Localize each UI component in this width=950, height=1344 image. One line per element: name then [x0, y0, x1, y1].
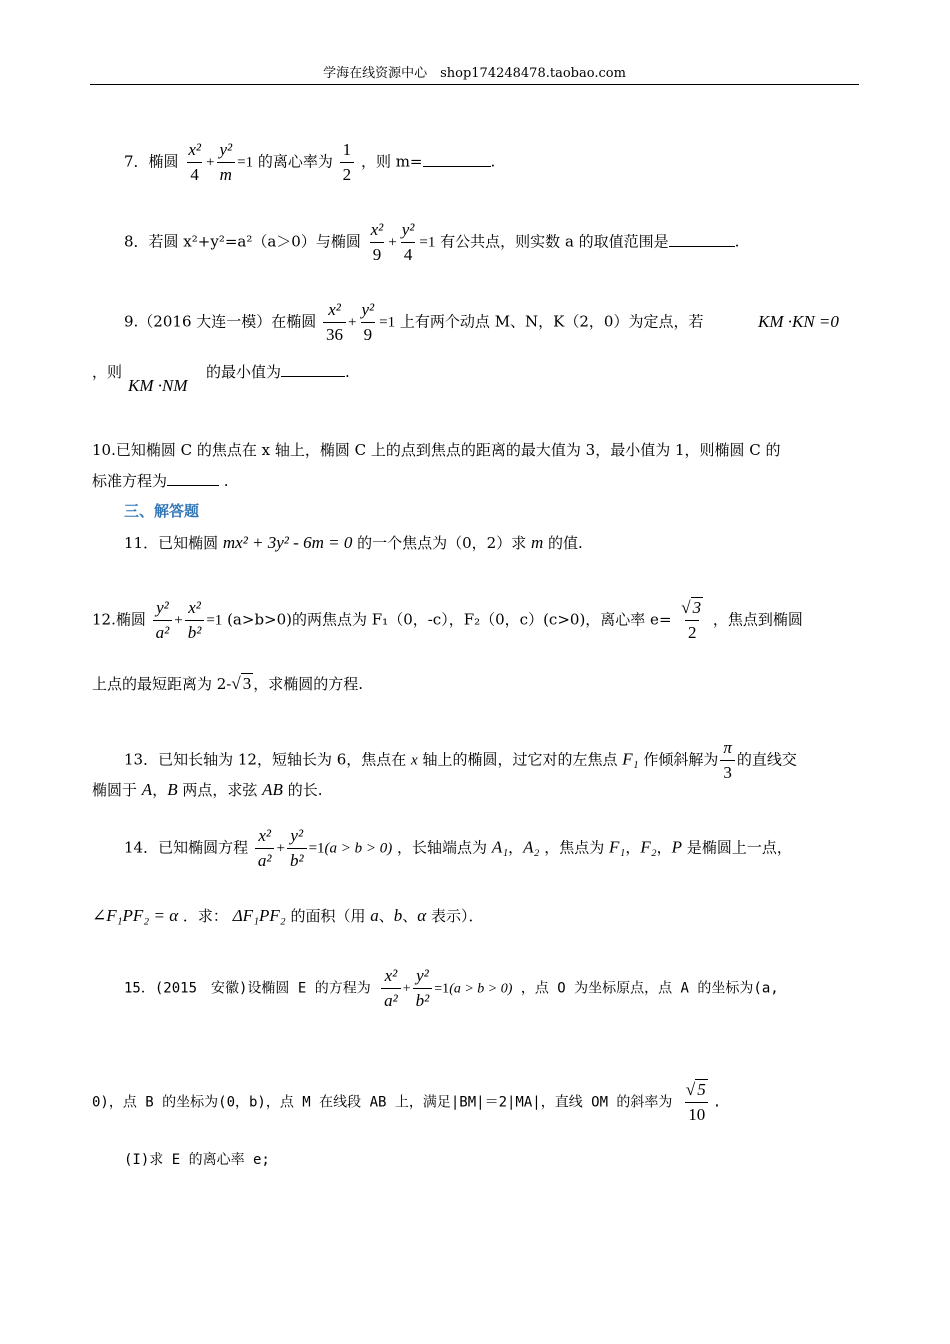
question-15-line1: 15．(2015 安徽)设椭圆 E 的方程为 $\frac{\text{x²}}{\text{a²}}$ + $\frac{\text{y²}}{\text{b²}}$ =1(a > b > 0) ，点 O 为坐标原点，点 A 的坐标为(a, — [124, 966, 779, 1010]
q14-frac-y2-b2: $\frac{\text{y²}}{\text{b²}}$ — [287, 826, 307, 871]
question-13-line1: 13．已知长轴为 12，短轴长为 6，焦点在 x 轴上的椭圆，过它对的左焦点 F₁ 作倾斜解为 $\frac{\pi}{3}$ 的直线交 — [124, 738, 797, 782]
question-14-line1: 14．已知椭圆方程 $\frac{\text{x²}}{\text{a²}}$ + $\frac{\text{y²}}{\text{b²}}$ =1(a > b > 0) ，长轴端点为 A₁，A₂ ，焦点为 F₁，F₂，P 是椭圆上一点， — [124, 826, 792, 870]
section-title-answers: 三、解答题 — [124, 502, 200, 520]
q12-sqrt3: √ 3 — [231, 674, 252, 693]
q9-answer-blank[interactable] — [281, 362, 345, 377]
question-9-cont2: 的最小值为 . — [206, 363, 350, 381]
q15-frac-sqrt5-10: $\frac{√ 5}{10}$ — [683, 1080, 711, 1125]
q8-frac-x2-9: $\frac{\text{x²}}{9}$ — [370, 220, 384, 264]
q7-answer-blank[interactable] — [423, 152, 491, 167]
q7-frac-x2-4: $\frac{\text{x²}}{4}$ — [188, 140, 201, 184]
q15-frac-y2-b2: $\frac{\text{y²}}{\text{b²}}$ — [413, 966, 433, 1011]
q12-frac-y2-a2: $\frac{\text{y²}}{\text{a²}}$ — [153, 598, 173, 643]
question-8: 8．若圆 x²+y²=a²（a＞0）与椭圆 $\frac{\text{x²}}{9}$ + $\frac{\text{y²}}{4}$ =1 有公共点，则实数 a 的取值范围是 . — [124, 220, 740, 264]
q7-frac-half: $\frac{1}{2}$ — [340, 140, 355, 185]
question-10-line2: 标准方程为 . — [92, 472, 229, 490]
question-12-line1: 12.椭圆 $\frac{\text{y²}}{\text{a²}}$ + $\frac{\text{x²}}{\text{b²}}$ =1 (a>b>0)的两焦点为 F₁（0，-c），F₂（0，c）(c>0)，离心率 e= $\frac{√ 3}{2}$ ，焦点到椭圆 — [92, 598, 803, 642]
q8-frac-y2-4: $\frac{\text{y²}}{4}$ — [401, 220, 415, 264]
q11-equation: mx² + 3y² - 6m = 0 — [222, 533, 353, 552]
q8-answer-blank[interactable] — [669, 232, 735, 247]
q9-frac-x2-36: $\frac{\text{x²}}{36}$ — [323, 300, 346, 345]
q14-angle: ∠F₁PF₂ = α — [92, 906, 179, 925]
q15-frac-x2-a2: $\frac{\text{x²}}{\text{a²}}$ — [381, 966, 401, 1011]
question-9: 9.（2016 大连一模）在椭圆 $\frac{\text{x²}}{36}$ + $\frac{\text{y²}}{9}$ =1 上有两个动点 M、N，K（2，0）为定点，若 — [124, 300, 704, 344]
q7-label: 7．椭圆 — [124, 152, 179, 171]
question-9-cont: ，则 — [92, 363, 123, 381]
q9-vector-condition: KM ·KN =0 — [758, 312, 839, 331]
question-10-line1: 10.已知椭圆 C 的焦点在 x 轴上，椭圆 C 上的点到焦点的距离的最大值为 3，最小值为 1，则椭圆 C 的 — [92, 441, 781, 459]
q9-vector-expr: KM ·NM — [128, 376, 188, 395]
q14-triangle: ΔF₁PF₂ — [232, 906, 286, 925]
page-header: 学海在线资源中心 shop174248478.taobao.com — [90, 64, 859, 85]
question-15-line2: 0)，点 B 的坐标为(0，b)，点 M 在线段 AB 上，满足|BM|＝2|MA|，直线 OM 的斜率为 $\frac{√ 5}{10}$ . — [92, 1080, 722, 1124]
q13-frac-pi-3: $\frac{\pi}{3}$ — [720, 738, 735, 783]
q7-frac-y2-m: $\frac{\text{y²}}{m}$ — [216, 140, 235, 185]
question-7: 7．椭圆 $\frac{\text{x²}}{4}$ + $\frac{\text{y²}}{m}$ =1 的离心率为 $\frac{1}{2}$ ，则 m= . — [124, 140, 496, 184]
q12-frac-x2-b2: $\frac{\text{x²}}{\text{b²}}$ — [185, 598, 205, 643]
question-11: 11．已知椭圆 mx² + 3y² - 6m = 0 的一个焦点为（0，2）求 m 的值. — [124, 533, 583, 552]
q12-frac-sqrt3-2: $\frac{√ 3}{2}$ — [681, 598, 702, 642]
question-13-line2: 椭圆于 A，B 两点，求弦 AB 的长. — [92, 780, 323, 799]
q10-answer-blank[interactable] — [167, 471, 219, 486]
question-12-line2: 上点的最短距离为 2-√ 3 ，求椭圆的方程. — [92, 674, 364, 693]
q14-frac-x2-a2: $\frac{\text{x²}}{\text{a²}}$ — [255, 826, 275, 871]
q9-frac-y2-9: $\frac{\text{y²}}{9}$ — [361, 300, 375, 344]
question-15-part1: (I)求 E 的离心率 e; — [124, 1152, 270, 1168]
question-14-line2: ∠F₁PF₂ = α ．求： ΔF₁PF₂ 的面积（用 a、b、α 表示）． — [92, 906, 484, 925]
